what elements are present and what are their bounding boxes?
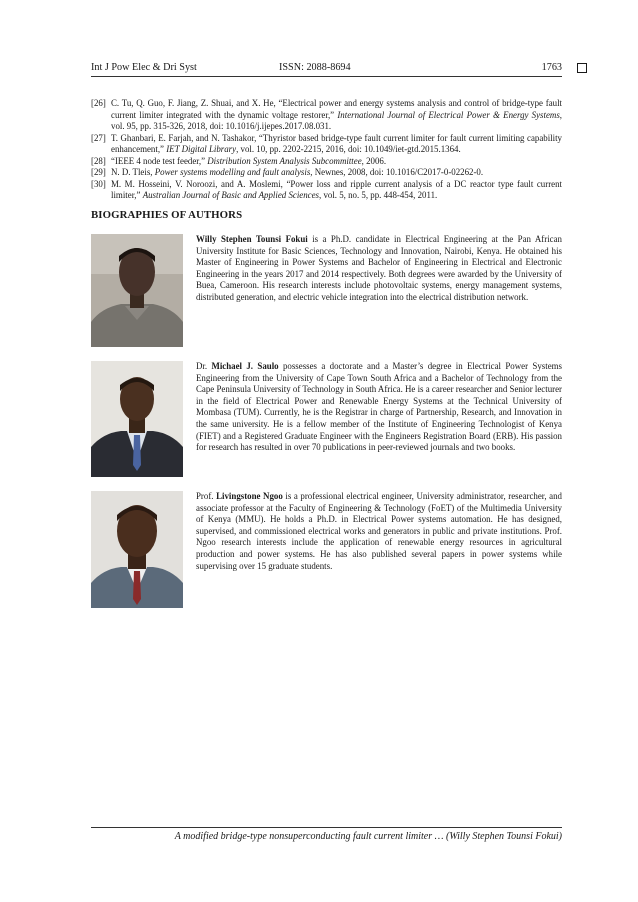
author-name: Willy Stephen Tounsi Fokui xyxy=(196,234,308,244)
author-bio xyxy=(196,234,562,304)
reference-number: [26] xyxy=(91,98,106,108)
bio-body: is a Ph.D. candidate in Electrical Engineering at the Pan African University Institute for Basic Sciences, Technology and Innovation, Nairobi, Kenya. He obtained his Master of Engineering in Power Systems and Bachelor of Engineering in Electrical and Electronic Engineering in the years 2017 and 2014 respectively. Both degrees were awarded by the University of Buea, Cameroon. His research interests include photovoltaic systems, energy management systems, distributed generation, and electric vehicle integration into the electrical distribution network. xyxy=(196,234,562,302)
author-photo xyxy=(91,234,183,347)
reference-source: IET Digital Library xyxy=(166,144,237,154)
reference-number: [29] xyxy=(91,167,106,177)
author-bio xyxy=(196,361,562,454)
reference-source: Australian Journal of Basic and Applied Sciences xyxy=(142,190,320,200)
author-title: Prof. xyxy=(196,491,217,501)
reference-details: , vol. 95, pp. 315-326, 2018, doi: 10.1016/j.ijepes.2017.08.031. xyxy=(111,109,562,131)
reference-text: N. D. Tleis, xyxy=(111,167,155,177)
reference-item xyxy=(91,179,562,202)
reference-text: C. Tu, Q. Guo, F. Jiang, Z. Shuai, and X. He, “Electrical power and energy systems analysis and control of bridge-type fault current limiter integrated with the dynamic voltage restorer,” xyxy=(111,98,562,120)
reference-details: , vol. 5, no. 5, pp. 448-454, 2011. xyxy=(319,190,438,200)
author-name: Livingstone Ngoo xyxy=(216,491,283,501)
bio-body: possesses a doctorate and a Master’s degree in Electrical Power Systems Engineering from the University of Cape Town South Africa and a Bachelor of Technology from the Cape Peninsula University of Technology in South Africa. He is a career researcher and Senior lecturer in the field of Electrical Power and Renewable Energy Systems at the Technical University of Mombasa (TUM). Currently, he is the Registrar in charge of Partnership, Research, and Innovation in the same university. He is a fellow member of the Institute of Engineering Technologist of Kenya (FIET) and a Registered Graduate Engineer with the Engineers Registration Board (ERB). His passion for research has resulted in over 70 publications in peer-reviewed journals and two books. xyxy=(196,361,562,453)
reference-item xyxy=(91,156,562,168)
section-title: BIOGRAPHIES OF AUTHORS xyxy=(91,209,243,221)
author-title: Dr. xyxy=(196,361,212,371)
reference-source: Power systems modelling and fault analysis xyxy=(154,167,311,177)
author-photo xyxy=(91,491,183,608)
author-name: Michael J. Saulo xyxy=(211,361,279,371)
reference-list xyxy=(91,98,562,202)
reference-item xyxy=(91,133,562,156)
running-footer: A modified bridge-type nonsuperconducting fault current limiter … (Willy Stephen Tounsi Fokui) xyxy=(174,831,562,842)
author-photo xyxy=(91,361,183,477)
reference-source: Distribution System Analysis Subcommittee xyxy=(207,155,362,166)
reference-source: International Journal of Electrical Power & Energy Systems xyxy=(337,109,560,120)
footer-rule xyxy=(91,827,562,828)
reference-details: , Newnes, 2008, doi: 10.1016/C2017-0-02262-0. xyxy=(310,167,484,177)
reference-details: , vol. 10, pp. 2202-2215, 2016, doi: 10.1049/iet-gtd.2015.1364. xyxy=(236,144,461,154)
reference-text: T. Ghanbari, E. Farjah, and N. Tashakor, “Thyristor based bridge-type fault current limiter for fault current limiting capability enhancement,” xyxy=(111,132,562,154)
running-header xyxy=(91,62,562,76)
reference-text: “IEEE 4 node test feeder,” xyxy=(111,155,208,166)
header-rule xyxy=(91,76,562,77)
reference-number: [28] xyxy=(91,155,106,166)
journal-name: Int J Pow Elec & Dri Syst xyxy=(91,62,197,73)
issn: ISSN: 2088-8694 xyxy=(279,62,351,73)
reference-item xyxy=(91,167,562,179)
square-box-icon xyxy=(577,63,587,73)
reference-details: , 2006. xyxy=(361,155,387,166)
reference-text: M. M. Hosseini, V. Noroozi, and A. Moslemi, “Power loss and ripple current analysis of a DC reactor type fault current limiter,” xyxy=(111,178,562,200)
bio-body: is a professional electrical engineer, University administrator, researcher, and associate professor at the Faculty of Engineering & Technology (FoET) of the Multimedia University of Kenya (MMU). He holds a Ph.D. in Electrical Power systems automation. He has designed, supervised, and commissioned electrical works and generators in public and private institutions. Prof. Ngoo research interests include the application of renewable energy resources in agricultural production and power systems. He has also published several papers in power systems while supervising over 15 graduate students. xyxy=(196,491,562,571)
reference-number: [27] xyxy=(91,132,106,143)
reference-item xyxy=(91,98,562,133)
page-number: 1763 xyxy=(541,62,562,73)
author-bio xyxy=(196,491,562,572)
reference-number: [30] xyxy=(91,178,106,189)
